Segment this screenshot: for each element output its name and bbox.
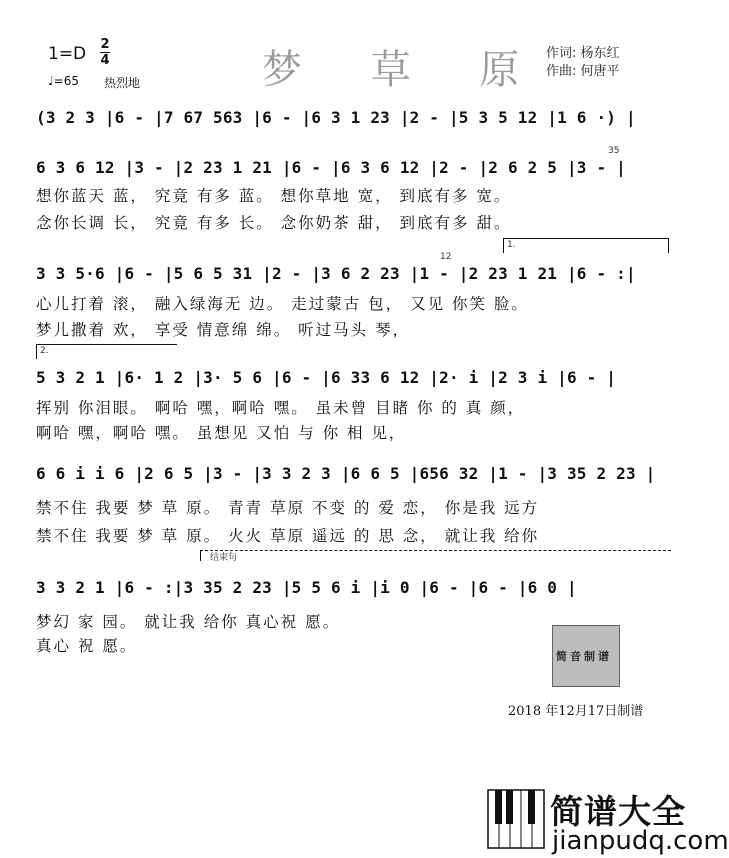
score-row-6: 3 3 2 1 |6 - :|3 35 2 23 |5 5 6 i |i 0 |6 - |6 - |6 0 | [36,578,577,597]
volta-2-label: 2. [40,346,49,356]
stamp-text: 简音制谱 [556,650,612,663]
lyric-row-3-verse-1: 心儿打着 滚， 融入绿海无 边。 走过蒙古 包， 又见 你笑 脸。 [36,295,529,313]
time-denominator: 4 [100,53,110,68]
score-row-2: 6 3 6 12 |3 - |2 23 1 21 |6 - |6 3 6 12 |2 - |2 6 2 5 |3 - | [36,158,626,177]
lyric-row-2-verse-2: 念你长调 长， 究竟 有多 长。 念你奶茶 甜， 到底有多 甜。 [36,214,512,232]
score-row-1: (3 2 3 |6 - |7 67 563 |6 - |6 3 1 23 |2 - |5 3 5 12 |1 6 ·) | [36,108,636,127]
lyric-row-3-verse-2: 梦儿撒着 欢， 享受 情意绵 绵。 听过马头 琴， [36,321,411,339]
ending-bracket [200,550,671,561]
ending-label: 结束句 [210,553,238,563]
lyric-row-6-verse-2: 真心 祝 愿。 [36,637,138,655]
volta-1-label: 1. [507,240,516,250]
mood-marking: 热烈地 [104,76,141,90]
score-row-3: 3 3 5·6 |6 - |5 6 5 31 |2 - |3 6 2 23 |1 - |2 23 1 21 |6 - :| [36,264,636,283]
lyric-row-2-verse-1: 想你蓝天 蓝， 究竟 有多 蓝。 想你草地 宽， 到底有多 宽。 [36,187,512,205]
time-signature [100,38,110,67]
lyric-row-5-verse-1: 禁不住 我要 梦 草 原。 青青 草原 不变 的 爱 恋， 你是我 远方 [36,499,540,517]
score-row-5: 6 6 i i 6 |2 6 5 |3 - |3 3 2 3 |6 6 5 |656 32 |1 - |3 35 2 23 | [36,464,656,483]
lyric-row-4-verse-1: 挥别 你泪眼。 啊哈 嘿，啊哈 嘿。 虽未曾 目睹 你 的 真 颜， [36,399,526,417]
date-note: 2018 年12月17日制谱 [508,704,644,719]
composer-credit: 作曲: 何唐平 [546,64,620,79]
grace-notes-1: 35 [608,146,620,156]
site-url: jianpudq.com [552,826,729,856]
tempo-marking: ♩=65 [48,74,79,88]
lyricist-credit: 作词: 杨东红 [546,46,620,61]
time-numerator: 2 [100,37,110,52]
score-row-4: 5 3 2 1 |6· 1 2 |3· 5 6 |6 - |6 33 6 12 |2· i |2 3 i |6 - | [36,368,617,387]
piano-keys-icon [488,790,544,848]
page-title: 梦 草 原 [262,47,548,93]
lyric-row-4-verse-2: 啊哈 嘿，啊哈 嘿。 虽想见 又怕 与 你 相 见， [36,424,407,442]
key-signature: 1=D [48,44,87,64]
grace-notes-2: 12 [440,252,452,262]
site-name: 简谱大全 [550,792,686,831]
volta-2-bracket [36,344,177,359]
lyric-row-5-verse-2: 禁不住 我要 梦 草 原。 火火 草原 遥远 的 思 念， 就让我 给你 [36,527,540,545]
lyric-row-6-verse-1: 梦幻 家 园。 就让我 给你 真心祝 愿。 [36,613,341,631]
volta-1-bracket [503,238,669,253]
